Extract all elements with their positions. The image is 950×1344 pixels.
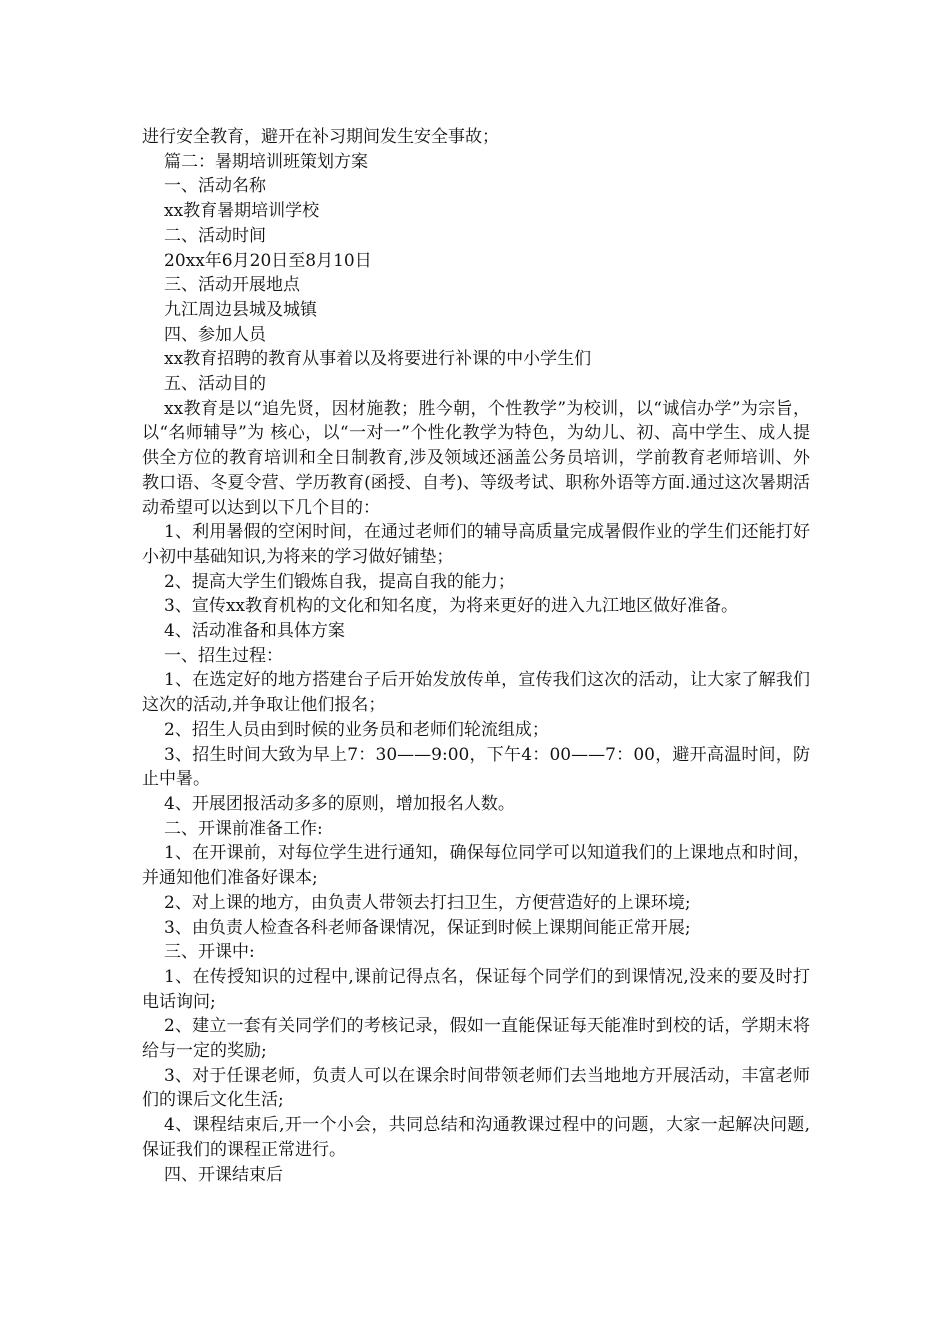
paragraph: 九江周边县城及城镇	[164, 299, 317, 320]
paragraph: 4、开展团报活动多多的原则，增加报名人数。	[164, 793, 515, 814]
paragraph: 1、在选定好的地方搭建台子后开始发放传单，宣传我们这次的活动，让大家了解我们这次的活动,并争取让他们报名；	[142, 670, 810, 716]
paragraph: 4、活动准备和具体方案	[164, 621, 345, 642]
paragraph: 3、宣传xx教育机构的文化和知名度，为将来更好的进入九江地区做好准备。	[164, 596, 738, 617]
paragraph: 3、对于任课老师，负责人可以在课余时间带领老师们去当地地方开展活动，丰富老师们的课后文化生活;	[142, 1065, 810, 1111]
paragraph: 一、活动名称	[164, 176, 266, 197]
document-body	[142, 125, 810, 1187]
paragraph: xx教育是以“追先贤，因材施教；胜今朝，个性教学”为校训，以“诚信办学”为宗旨，以“名师辅导”为 核心，以“一对一”个性化教学为特色，为幼儿、初、高中学生、成人提供全方位的教育培训和全日制教育,涉及领域还涵盖公务员培训，学前教育老师培训、外教口语、冬夏令营、学历教育(函授、自考)、等级考试、职称外语等方面.通过这次暑期活动希望可以达到以下几个目的：	[142, 398, 810, 518]
paragraph: 2、对上课的地方，由负责人带领去打扫卫生，方便营造好的上课环境;	[164, 892, 691, 913]
paragraph: xx教育招聘的教育从事着以及将要进行补课的中小学生们	[164, 349, 592, 370]
paragraph: 3、由负责人检查各科老师备课情况，保证到时候上课期间能正常开展;	[164, 917, 691, 938]
paragraph: 二、开课前准备工作:	[164, 818, 323, 839]
paragraph: xx教育暑期培训学校	[164, 201, 320, 222]
paragraph: 三、开课中:	[164, 942, 255, 963]
paragraph: 20xx年6月20日至8月10日	[164, 250, 372, 271]
paragraph: 篇二：暑期培训班策划方案	[164, 151, 368, 172]
paragraph: 五、活动目的	[164, 374, 266, 395]
paragraph: 2、招生人员由到时候的业务员和老师们轮流组成；	[164, 719, 549, 740]
paragraph: 1、在传授知识的过程中,课前记得点名，保证每个同学们的到课情况,没来的要及时打电话询问;	[142, 966, 810, 1012]
paragraph: 进行安全教育，避开在补习期间发生安全事故；	[142, 127, 499, 147]
paragraph: 3、招生时间大致为早上7：30——9:00，下午4：00——7：00，避开高温时间，防止中暑。	[142, 744, 810, 790]
paragraph: 2、提高大学生们锻炼自我，提高自我的能力；	[164, 571, 515, 592]
paragraph: 三、活动开展地点	[164, 275, 300, 296]
paragraph: 1、在开课前，对每位学生进行通知，确保每位同学可以知道我们的上课地点和时间，并通知他们准备好课本;	[142, 843, 810, 889]
paragraph: 1、利用暑假的空闲时间，在通过老师们的辅导高质量完成暑假作业的学生们还能打好小初中基础知识,为将来的学习做好铺垫；	[142, 522, 810, 567]
paragraph: 2、建立一套有关同学们的考核记录，假如一直能保证每天能准时到校的话，学期末将给与一定的奖励;	[142, 1016, 810, 1062]
paragraph: 四、开课结束后	[164, 1164, 283, 1185]
paragraph: 4、课程结束后,开一个小会，共同总结和沟通教课过程中的问题，大家一起解决问题,保证我们的课程正常进行。	[142, 1115, 810, 1160]
paragraph: 四、参加人员	[164, 324, 266, 345]
paragraph: 一、招生过程：	[164, 645, 283, 666]
paragraph: 二、活动时间	[164, 225, 266, 246]
